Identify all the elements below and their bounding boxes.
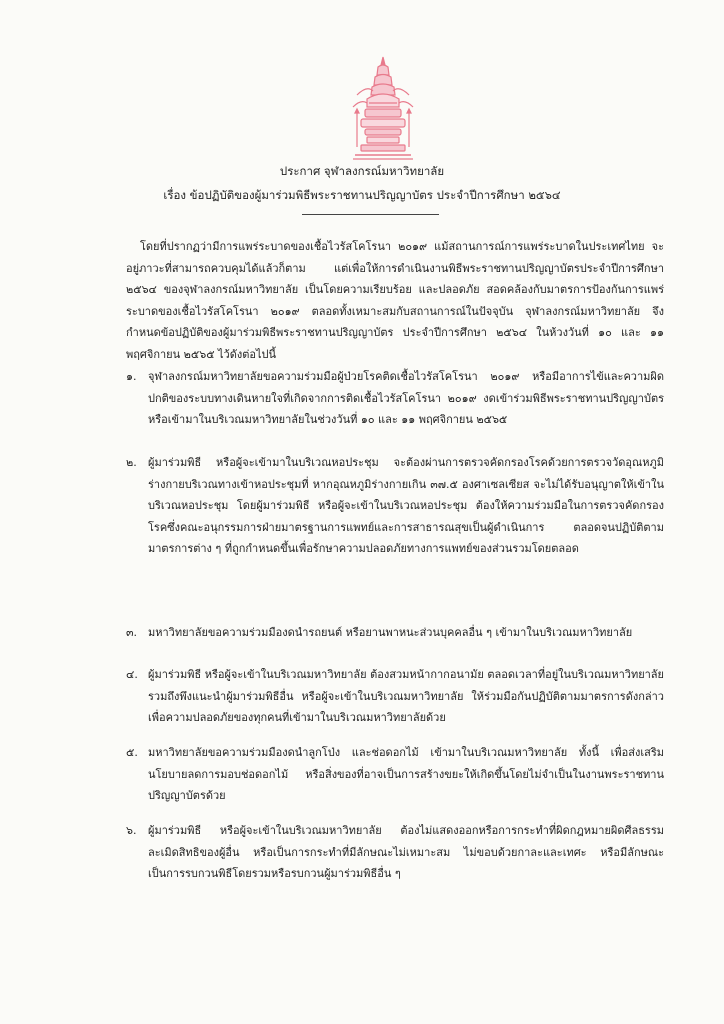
- list-item-text: ผู้มาร่วมพิธี หรือผู้จะเข้าในบริเวณมหาวิทยาลัย ต้องไม่แสดงออกหรือการกระทำที่ผิดกฎหมายผิดศีลธรรม ละเมิดสิทธิของผู้อื่น หรือเป็นการกระทำที่มีลักษณะไม่เหมาะสม ไม่ขอบด้วยกาละและเทศะ หรือมีลักษณะเป็นการรบกวนพิธีโดยรวมหรือรบกวนผู้มาร่วมพิธีอื่น ๆ: [148, 824, 664, 880]
- list-item-number: ๓.: [126, 626, 138, 639]
- list-item-text: ผู้มาร่วมพิธี หรือผู้จะเข้าในบริเวณมหาวิทยาลัย ต้องสวมหน้ากากอนามัย ตลอดเวลาที่อยู่ในบริเวณมหาวิทยาลัย รวมถึงพึงแนะนำผู้มาร่วมพิธีอื่น หรือผู้จะเข้าในบริเวณมหาวิทยาลัย ให้ร่วมมือกันปฏิบัติตามมาตรการดังกล่าวเพื่อความปลอดภัยของทุกคนที่เข้ามาในบริเวณมหาวิทยาลัยด้วย: [148, 668, 664, 724]
- list-item-number: ๔.: [126, 668, 138, 681]
- list-item-text: มหาวิทยาลัยขอความร่วมมืองดนำลูกโป่ง และช่อดอกไม้ เข้ามาในบริเวณมหาวิทยาลัย ทั้งนี้ เพื่อส่งเสริมนโยบายลดการมอบช่อดอกไม้ หรือสิ่งของที่อาจเป็นการสร้างขยะให้เกิดขึ้นโดยไม่จำเป็นในงานพระราชทานปริญญาบัตรด้วย: [148, 746, 664, 802]
- list-item: [126, 820, 664, 885]
- list-item-text: ผู้มาร่วมพิธี หรือผู้จะเข้ามาในบริเวณหอประชุม จะต้องผ่านการตรวจคัดกรองโรคด้วยการตรวจวัดอุณหภูมิร่างกายบริเวณทางเข้าหอประชุมที่ หากอุณหภูมิร่างกายเกิน ๓๗.๕ องศาเซลเซียส จะไม่ได้รับอนุญาตให้เข้าในบริเวณหอประชุม โดยผู้มาร่วมพิธี หรือผู้จะเข้าในบริเวณหอประชุม ต้องให้ความร่วมมือในการตรวจคัดกรองโรคซึ่งคณะอนุกรรมการฝ่ายมาตรฐานการแพทย์และการสาธารณสุขเป็นผู้ดำเนินการ ตลอดจนปฏิบัติตามมาตรการต่าง ๆ ที่ถูกกำหนดขึ้นเพื่อรักษาความปลอดภัยทางการแพทย์ของส่วนรวมโดยตลอด: [148, 456, 664, 555]
- list-item-number: ๖.: [126, 824, 137, 837]
- list-item-text: จุฬาลงกรณ์มหาวิทยาลัยขอความร่วมมือผู้ป่วยโรคติดเชื้อไวรัสโคโรนา ๒๐๑๙ หรือมีอาการไข้และความผิดปกติของระบบทางเดินหายใจที่เกิดจากการติดเชื้อไวรัสโคโรนา ๒๐๑๙ งดเข้าร่วมพิธีพระราชทานปริญญาบัตร หรือเข้ามาในบริเวณมหาวิทยาลัยในช่วงวันที่ ๑๐ และ ๑๑ พฤศจิกายน ๒๕๖๕: [148, 370, 664, 426]
- chulalongkorn-emblem-icon: [347, 55, 419, 163]
- list-item: [126, 452, 664, 560]
- list-item-number: ๕.: [126, 746, 138, 759]
- intro-paragraph: โดยที่ปรากฏว่ามีการแพร่ระบาดของเชื้อไวรัสโคโรนา ๒๐๑๙ แม้สถานการณ์การแพร่ระบาดในประเทศไทย จะอยู่ภาวะที่สามารถควบคุมได้แล้วก็ตาม แต่เพื่อให้การดำเนินงานพิธีพระราชทานปริญญาบัตรประจำปีการศึกษา ๒๕๖๔ ของจุฬาลงกรณ์มหาวิทยาลัย เป็นโดยความเรียบร้อย และปลอดภัย สอดคล้องกับมาตรการป้องกันการแพร่ระบาดของเชื้อไวรัสโคโรนา ๒๐๑๙ ตลอดทั้งเหมาะสมกับสถานการณ์ในปัจจุบัน จุฬาลงกรณ์มหาวิทยาลัย จึงกำหนดข้อปฏิบัติของผู้มาร่วมพิธีพระราชทานปริญญาบัตร ประจำปีการศึกษา ๒๕๖๔ ในห้วงวันที่ ๑๐ และ ๑๑ พฤศจิกายน ๒๕๖๕ ไว้ดังต่อไปนี้: [126, 240, 664, 361]
- list-item: [126, 622, 664, 644]
- header-divider: [302, 214, 439, 215]
- list-item: [126, 742, 664, 807]
- list-item: [126, 366, 664, 431]
- list-item-number: ๒.: [126, 456, 137, 469]
- list-item: [126, 664, 664, 729]
- list-item-text: มหาวิทยาลัยขอความร่วมมืองดนำรถยนต์ หรือยานพาหนะส่วนบุคคลอื่น ๆ เข้ามาในบริเวณมหาวิทยาลัย: [148, 626, 633, 639]
- list-item-number: ๑.: [126, 370, 137, 383]
- announcement-org-line: ประกาศ จุฬาลงกรณ์มหาวิทยาลัย: [279, 164, 445, 178]
- announcement-subject-line: เรื่อง ข้อปฏิบัติของผู้มาร่วมพิธีพระราชทานปริญญาบัตร ประจำปีการศึกษา ๒๕๖๔: [163, 188, 561, 202]
